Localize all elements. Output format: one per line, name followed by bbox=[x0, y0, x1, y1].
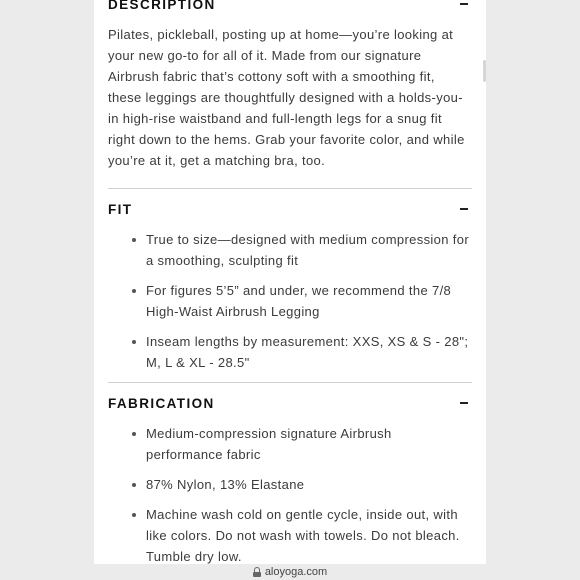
accordion bbox=[108, 0, 472, 564]
collapse-fit-icon[interactable] bbox=[456, 201, 472, 217]
lock-icon bbox=[253, 567, 261, 577]
description-title: DESCRIPTION bbox=[108, 0, 216, 12]
list-item: For figures 5’5” and under, we recommend the 7/8 High-Waist Airbrush Legging bbox=[132, 280, 472, 322]
list-item: Medium-compression signature Airbrush performance fabric bbox=[132, 423, 472, 465]
fabrication-title: FABRICATION bbox=[108, 395, 215, 411]
collapse-fabrication-icon[interactable] bbox=[456, 395, 472, 411]
url-text[interactable]: aloyoga.com bbox=[264, 566, 328, 578]
fit-title: FIT bbox=[108, 201, 133, 217]
description-header[interactable] bbox=[108, 0, 472, 24]
description-text: Pilates, pickleball, posting up at home—you’re looking at your new go-to for all of it. Made from our signature Airbrush fabric that’s cottony soft with a smoothing fit, these leggings are thoughtfully designed with a holds-you-in high-rise waistband and full-length legs for a snug fit right down to the hems. Grab your favorite color, and while you’re at it, get a matching bra, too. bbox=[108, 27, 465, 168]
list-item: 87% Nylon, 13% Elastane bbox=[132, 474, 472, 495]
scrollbar-thumb[interactable] bbox=[483, 60, 486, 82]
fit-header[interactable] bbox=[108, 189, 472, 229]
browser-url-bar[interactable] bbox=[0, 564, 580, 580]
collapse-description-icon[interactable] bbox=[456, 0, 472, 12]
list-item: Inseam lengths by measurement: XXS, XS & S - 28"; M, L & XL - 28.5" bbox=[132, 331, 472, 373]
fit-list bbox=[108, 229, 472, 382]
list-item: True to size—designed with medium compression for a smoothing, sculpting fit bbox=[132, 229, 472, 271]
fabrication-header[interactable] bbox=[108, 383, 472, 423]
product-details-panel bbox=[94, 0, 486, 564]
list-item: Machine wash cold on gentle cycle, inside out, with like colors. Do not wash with towels. Do not bleach. Tumble dry low. bbox=[132, 504, 472, 564]
fabrication-list bbox=[108, 423, 472, 564]
